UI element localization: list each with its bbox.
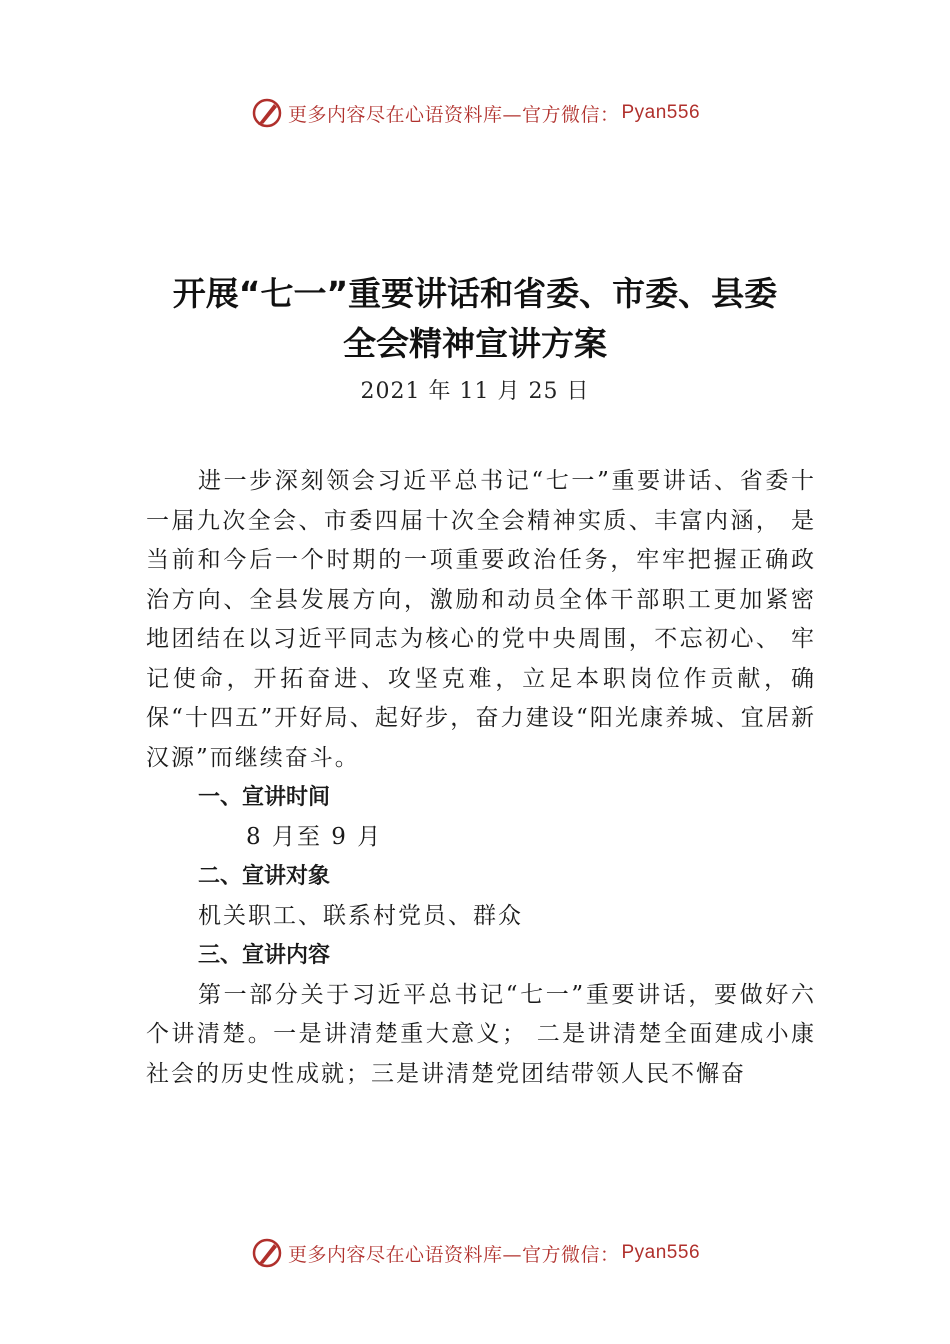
document-title-line2: 全会精神宣讲方案 [343, 324, 607, 363]
intro-paragraph: 进一步深刻领会习近平总书记“七一”重要讲话、省委十一届九次全会、市委四届十次全会精神实质、丰富内涵， 是当前和今后一个时期的一项重要政治任务，牢牢把握正确政治方向、全县发展方向，激励和动员全体干部职工更加紧密地团结在以习近平同志为核心的党中央周围，不忘初心、 牢记使命，开拓奋进、攻坚克难，立足本职岗位作贡献，确保“十四五”开好局、起好步，奋力建设“阳光康养城、宜居新汉源”而继续奋斗。 [146, 468, 816, 771]
pen-logo-icon [250, 1236, 284, 1270]
document-title-line1: 开展“七一”重要讲话和省委、市委、县委 [172, 274, 778, 313]
document-date: 2021 年 11 月 25 日 [360, 379, 590, 404]
watermark-text: 更多内容尽在心语资料库—官方微信： [287, 103, 620, 126]
header-watermark [0, 96, 950, 130]
section-heading-content: 三、宣讲内容 [198, 943, 331, 968]
footer-watermark [0, 1236, 950, 1270]
watermark-wechat-id: Pyan556 [621, 102, 701, 123]
section-body-time: 8 月至 9 月 [246, 823, 383, 850]
section-heading-time: 一、宣讲时间 [198, 785, 331, 810]
watermark-wechat-id: Pyan556 [621, 1242, 701, 1263]
watermark-text: 更多内容尽在心语资料库—官方微信： [287, 1243, 620, 1266]
section-body-content: 第一部分关于习近平总书记“七一”重要讲话，要做好六个讲清楚。一是讲清楚重大意义； 二是讲清楚全面建成小康社会的历史性成就；三是讲清楚党团结带领人民不懈奋 [146, 981, 816, 1087]
section-body-audience: 机关职工、联系村党员、群众 [198, 902, 523, 929]
section-heading-audience: 二、宣讲对象 [198, 864, 331, 889]
pen-logo-icon [250, 96, 284, 130]
document-body [146, 462, 816, 1094]
